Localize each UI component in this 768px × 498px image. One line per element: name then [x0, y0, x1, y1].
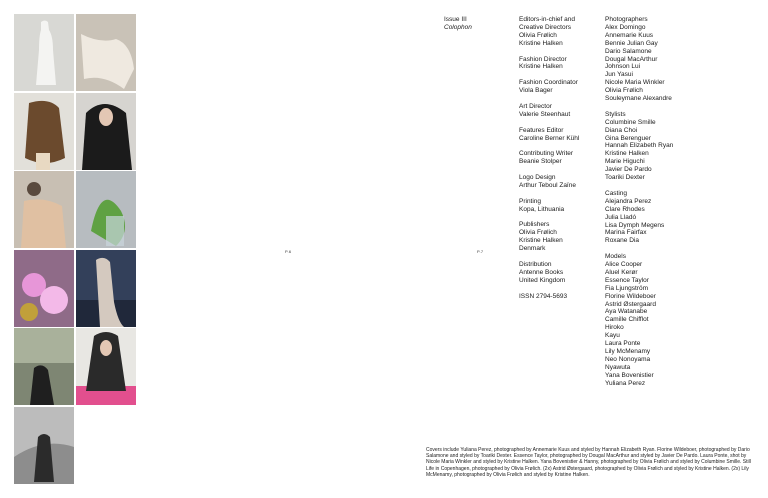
masthead-line: Fashion Coordinator [519, 79, 578, 87]
masthead-line: Kristine Halken [519, 63, 563, 71]
masthead-line: Columbine Smille [605, 118, 656, 126]
masthead-line: Logo Design [519, 174, 556, 182]
cover-thumb-leather-jacket [14, 93, 74, 170]
masthead-line: Olivia Frølich [605, 87, 643, 95]
masthead-line: Contributing Writer [519, 150, 574, 158]
masthead-line: Editors-in-chief and [519, 16, 575, 23]
masthead-line: Olivia Frølich [519, 31, 557, 39]
masthead-line: Models [605, 253, 626, 261]
masthead-line: Toariki Dexter [605, 174, 645, 182]
spacer [519, 253, 579, 261]
masthead-line: Kopa, Lithuania [519, 205, 565, 213]
masthead-line: Diana Choi [605, 126, 638, 134]
masthead-line: Beanie Stolper [519, 158, 562, 166]
masthead-line: Aluel Kerør [605, 268, 638, 276]
masthead-line: Denmark [519, 245, 546, 253]
issue-heading [444, 16, 472, 32]
spacer [605, 245, 673, 253]
spacer [519, 119, 579, 127]
masthead-column-editorial [519, 16, 579, 300]
masthead-line: Publishers [519, 221, 550, 229]
masthead-line: Astrid Østergaard [605, 300, 656, 308]
masthead-line: Lily McMenamy [605, 348, 651, 356]
spacer [519, 142, 579, 150]
masthead-line: Alex Domingo [605, 23, 646, 31]
cover-credits: Covers include Yuliana Perez, photographed by Annemarie Kuus and styled by Hannah Elizabeth Ryan. Florine Wildeboer, photographed by Dario Salamone and styled by Toariki Dexter. Essence Taylor, photographed by Dougal MacArthur and styled by Javier De Pardo. Laura Ponte, shot by Nicole Maria Winkler and styled by Kristine Halken. Yana Bovenistier & Hanny, photographed by Olivia Frølich and styled by Columbine Smille. Still Life in Copenhagen, photographed by Olivia Frølich. (2x) Astrid Østergaard, photographed by Olivia Frølich and styled by Kristine Halken. (2x) Lily McMenamy, photographed by Olivia Frølich and styled by Kristine Halken. [426, 447, 751, 478]
masthead-line: Aya Watanabe [605, 308, 648, 316]
masthead-line: Hannah Elizabeth Ryan [605, 142, 674, 150]
masthead-line: Laura Ponte [605, 340, 641, 348]
masthead-line: Fia Ljungström [605, 284, 648, 292]
masthead-line: Art Director [519, 102, 552, 110]
page-number-right: P.7 [477, 249, 484, 254]
masthead-line: Valerie Steenhaut [519, 110, 571, 118]
masthead-line: Souleymane Alexandre [605, 95, 672, 103]
cover-thumb-couple [14, 171, 74, 248]
spacer [519, 95, 579, 103]
masthead-line: Stylists [605, 110, 626, 118]
spacer [519, 190, 579, 198]
masthead-line: Camille Chifflot [605, 316, 649, 324]
masthead-line: Gina Berenguer [605, 134, 651, 142]
masthead-line: Kayu [605, 332, 620, 340]
spacer [605, 103, 673, 111]
masthead-line: Julia Lladó [605, 213, 637, 221]
masthead-line: Dario Salamone [605, 47, 652, 55]
cover-thumb-model-on-sofa [76, 250, 136, 327]
masthead-line: United Kingdom [519, 276, 566, 284]
masthead-line: Kristine Halken [519, 237, 563, 245]
masthead-line: Essence Taylor [605, 276, 649, 284]
cover-thumb-trees-bw [14, 407, 74, 484]
masthead-line: Alice Cooper [605, 261, 643, 269]
masthead-line: Yana Bovenistier [605, 371, 654, 379]
masthead-column-contributors [605, 16, 673, 388]
masthead-line: Antenne Books [519, 268, 564, 276]
masthead-line: Photographers [605, 16, 648, 23]
spacer [519, 285, 579, 293]
cover-thumb-green-still-life [76, 171, 136, 248]
masthead-line: Creative Directors [519, 23, 572, 31]
masthead-line: Viola Bager [519, 87, 553, 95]
masthead-line: Arthur Teboul Zaïne [519, 181, 576, 189]
masthead-line: ISSN 2794-5693 [519, 292, 568, 300]
cover-thumb-pink-flowers [14, 250, 74, 327]
masthead-line: Dougal MacArthur [605, 55, 658, 63]
masthead-line: Marina Fairfax [605, 229, 647, 237]
masthead-line: Kristine Halken [519, 39, 563, 47]
masthead-line: Olivia Frølich [519, 229, 557, 237]
masthead-line: Jun Yasui [605, 71, 633, 79]
masthead-line: Johnson Lui [605, 63, 641, 71]
masthead-line: Hiroko [605, 324, 624, 332]
masthead-line: Alejandra Perez [605, 197, 652, 205]
cover-thumb-black-hair-portrait [76, 93, 136, 170]
cover-thumb-lounging-figure [76, 14, 136, 91]
masthead-line: Distribution [519, 260, 552, 268]
masthead-line: Lisa Dymph Megens [605, 221, 665, 229]
masthead-line: Caroline Berner Kühl [519, 134, 580, 142]
spacer [605, 182, 673, 190]
masthead-line: Roxane Dia [605, 237, 639, 245]
cover-thumb-pink-chair-portrait [76, 328, 136, 405]
issue-number: Issue III [444, 16, 467, 23]
masthead-line: Printing [519, 197, 542, 205]
masthead-line: Marie Higuchi [605, 158, 645, 166]
page-number-left: P.6 [285, 249, 292, 254]
masthead-line: Casting [605, 189, 628, 197]
masthead-line: Yuliana Perez [605, 379, 646, 387]
masthead-line: Kristine Halken [605, 150, 649, 158]
masthead-line: Clare Rhodes [605, 205, 645, 213]
section-title: Colophon [444, 23, 472, 31]
masthead-line: Annemarie Kuus [605, 31, 654, 39]
masthead-line: Fashion Director [519, 55, 567, 63]
spacer [519, 71, 579, 79]
masthead-line: Javier De Pardo [605, 166, 652, 174]
masthead-line: Nyawuta [605, 363, 631, 371]
spacer [519, 48, 579, 56]
masthead-line: Nicole Maria Winkler [605, 79, 665, 87]
cover-thumb-garden-scene [14, 328, 74, 405]
masthead-line: Florine Wildeboer [605, 292, 656, 300]
spacer [519, 166, 579, 174]
masthead-line: Bennie Julian Gay [605, 39, 658, 47]
masthead-line: Features Editor [519, 126, 564, 134]
spacer [519, 214, 579, 222]
masthead-line: Neo Nonoyama [605, 355, 651, 363]
cover-thumb-white-dress [14, 14, 74, 91]
